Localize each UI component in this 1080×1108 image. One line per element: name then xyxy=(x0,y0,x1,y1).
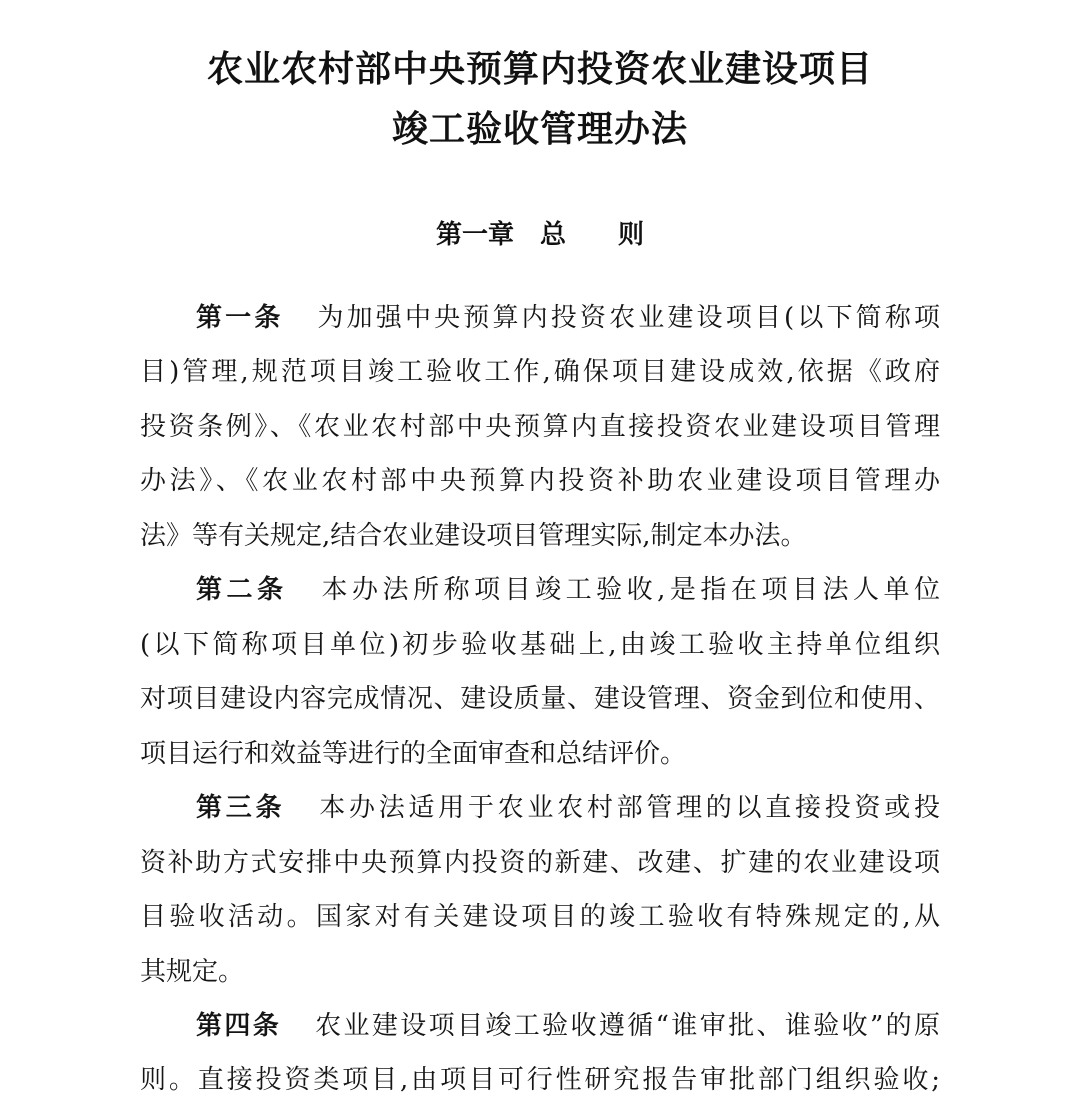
article-2-text: 本办法所称项目竣工验收,是指在项目法人单位 xyxy=(321,575,940,605)
article-3-line-4: 其规定。 xyxy=(140,957,245,987)
document-title-line-1: 农业农村部中央预算内投资农业建设项目 xyxy=(206,49,873,90)
article-3-label: 第三条 xyxy=(196,793,286,823)
article-1-text: 为加强中央预算内投资农业建设项目(以下简称项 xyxy=(317,303,940,333)
article-2-line-4: 项目运行和效益等进行的全面审查和总结评价。 xyxy=(140,739,687,769)
article-3-text: 本办法适用于农业农村部管理的以直接投资或投 xyxy=(319,793,940,823)
article-2-line-3: 对项目建设内容完成情况、建设质量、建设管理、资金到位和使用、 xyxy=(140,684,940,714)
article-1-line-5: 法》等有关规定,结合农业建设项目管理实际,制定本办法。 xyxy=(140,521,807,551)
article-3-line-2: 资补助方式安排中央预算内投资的新建、改建、扩建的农业建设项 xyxy=(140,848,940,878)
article-1-line-4: 办法》、《农业农村部中央预算内投资补助农业建设项目管理办 xyxy=(140,466,940,496)
article-3-line-3: 目验收活动。国家对有关建设项目的竣工验收有特殊规定的,从 xyxy=(140,902,940,932)
article-1-line-2: 目)管理,规范项目竣工验收工作,确保项目建设成效,依据《政府 xyxy=(140,357,940,387)
article-4-label: 第四条 xyxy=(196,1011,282,1041)
article-1-line-1 xyxy=(196,300,940,336)
article-3-line-1 xyxy=(196,790,940,826)
chapter-heading: 第一章 总 则 xyxy=(435,220,644,250)
article-1-line-3: 投资条例》、《农业农村部中央预算内直接投资农业建设项目管理 xyxy=(140,412,940,442)
article-2-label: 第二条 xyxy=(196,575,288,605)
article-1-label: 第一条 xyxy=(196,303,284,333)
article-2-line-1 xyxy=(196,572,940,608)
article-4-line-2: 则。直接投资类项目,由项目可行性研究报告审批部门组织验收; xyxy=(140,1065,940,1095)
article-4-text: 农业建设项目竣工验收遵循“谁审批、谁验收”的原 xyxy=(315,1011,940,1041)
article-4-line-1 xyxy=(196,1008,940,1044)
article-2-line-2: (以下简称项目单位)初步验收基础上,由竣工验收主持单位组织 xyxy=(140,630,940,660)
document-title-line-2: 竣工验收管理办法 xyxy=(391,109,688,150)
